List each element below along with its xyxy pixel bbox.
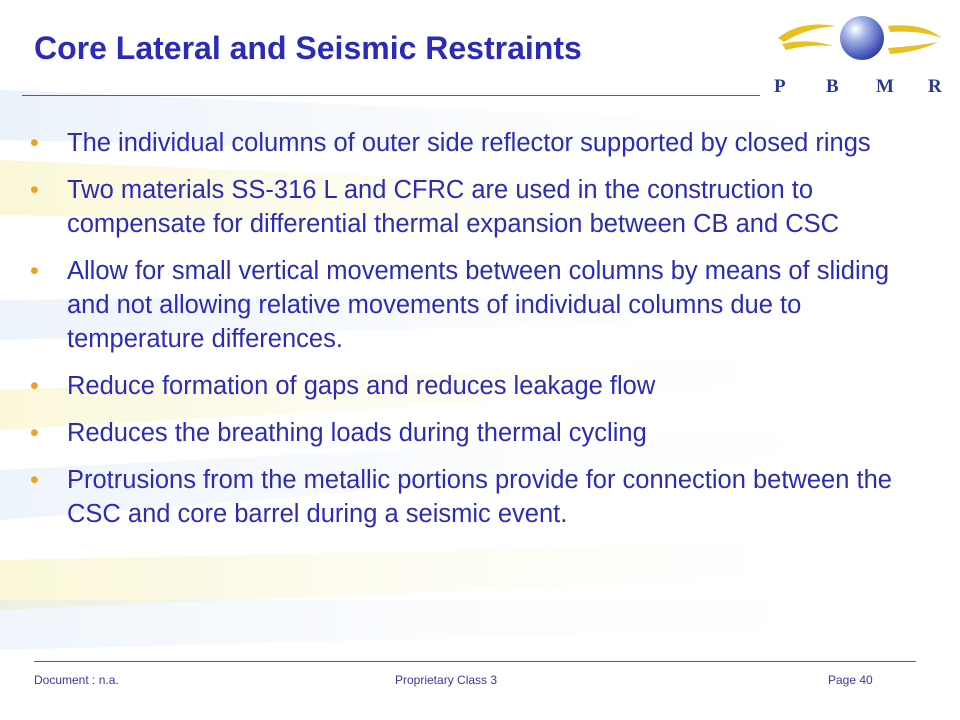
footer-classification: Proprietary Class 3 [395,673,498,687]
bullet-item [30,416,930,450]
bullet-icon: • [30,372,39,400]
footer-document-label: Document : n.a. [34,673,119,687]
title-divider [22,95,760,96]
bullet-item [30,126,930,160]
sphere-icon [840,16,884,60]
logo-letter-m: M [876,76,894,97]
bullet-item [30,173,930,241]
bullet-icon: • [30,129,39,157]
footer-divider [34,661,916,662]
bullet-text: Two materials SS-316 L and CFRC are used in the construction to compensate for differential thermal expansion between CB and CSC [67,176,840,238]
pbmr-logo-graphic [770,8,950,78]
right-swoosh [888,25,942,38]
pbmr-logo [770,8,950,98]
right-swoosh-lower [888,42,938,54]
bullet-item [30,369,930,403]
bullet-icon: • [30,176,39,204]
streak [0,600,960,650]
bullet-item [30,463,930,531]
bullet-text: Allow for small vertical movements between columns by means of sliding and not allowing relative movements of individual columns due to temperature differences. [67,257,890,353]
streak [0,540,960,610]
left-swoosh [778,25,836,43]
slide-title: Core Lateral and Seismic Restraints [34,30,582,66]
logo-letter-p: P [774,76,786,97]
footer-page-number: Page 40 [828,673,873,687]
bullet-text: Protrusions from the metallic portions provide for connection between the CSC and core barrel during a seismic event. [67,466,892,528]
bullet-icon: • [30,466,39,494]
bullet-text: Reduces the breathing loads during thermal cycling [67,419,647,447]
bullet-text: Reduce formation of gaps and reduces leakage flow [67,372,656,400]
pbmr-logo-letters [770,76,950,100]
bullet-item [30,254,930,356]
left-swoosh-lower [782,41,834,50]
bullet-icon: • [30,257,39,285]
bullet-icon: • [30,419,39,447]
logo-letter-r: R [928,76,942,97]
bullet-list [30,126,930,544]
logo-letter-b: B [826,76,839,97]
bullet-text: The individual columns of outer side reflector supported by closed rings [67,129,871,157]
